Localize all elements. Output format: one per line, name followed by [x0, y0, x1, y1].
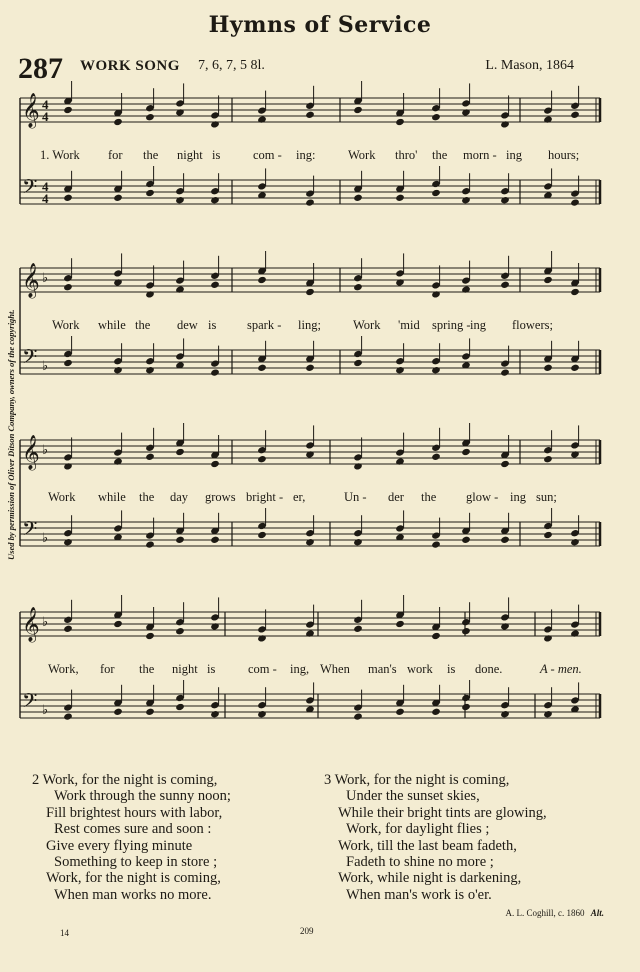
page-left-number: 14	[60, 928, 69, 938]
lyric-syllable: com -	[253, 148, 282, 162]
note-head	[461, 108, 471, 116]
time-signature: 4	[42, 179, 49, 194]
note-head	[500, 281, 510, 289]
note-head	[113, 194, 123, 202]
verse-3	[324, 772, 547, 903]
lyric-syllable: night	[172, 662, 198, 676]
lyric-syllable: hours;	[548, 148, 580, 162]
lyric-syllable: Work	[348, 148, 376, 162]
verse-line: While their bright tints are glowing,	[338, 804, 547, 821]
note-head	[175, 448, 185, 456]
treble-clef-icon: 𝄞	[22, 93, 40, 128]
lyric-syllable: Work,	[48, 662, 79, 676]
note-head	[570, 288, 580, 296]
note-head	[500, 536, 510, 544]
bass-clef-icon: 𝄢	[22, 689, 38, 717]
lyric-syllable: spring -	[432, 318, 471, 332]
lyric-syllable: the	[139, 490, 155, 504]
time-signature: 4	[42, 191, 49, 206]
note-head	[431, 366, 441, 374]
note-head	[210, 710, 220, 718]
note-head	[500, 622, 510, 630]
amen-text: A - men.	[540, 662, 582, 676]
bass-clef-icon: 𝄢	[22, 175, 38, 203]
verse-line: When man's work is o'er.	[346, 886, 492, 903]
note-head	[145, 540, 155, 548]
note-head	[175, 703, 185, 711]
note-head	[353, 194, 363, 202]
note-head	[353, 712, 363, 720]
note-head	[257, 276, 267, 284]
note-head	[113, 366, 123, 374]
lyric-syllable: the	[421, 490, 437, 504]
lyric-syllable: morn -	[463, 148, 497, 162]
lyric-syllable: is	[447, 662, 456, 676]
lyric-syllable: ling;	[298, 318, 321, 332]
note-head	[395, 194, 405, 202]
note-head	[175, 536, 185, 544]
note-head	[500, 120, 510, 128]
attribution-alt: Alt.	[590, 908, 604, 918]
verse-line: Rest comes sure and soon :	[54, 821, 212, 838]
note-head	[570, 364, 580, 372]
note-head	[461, 627, 471, 635]
bass-clef-icon: 𝄢	[22, 517, 38, 545]
lyric-syllable: grows	[205, 490, 236, 504]
attribution-author: A. L. Coghill, c. 1860	[505, 908, 585, 918]
note-head	[145, 453, 155, 461]
treble-clef-icon: 𝄞	[22, 607, 40, 642]
lyric-syllable: ing	[510, 490, 526, 504]
note-head	[63, 194, 73, 202]
copyright-note: Used by permission of Oliver Ditson Company, owners of the copyright.	[6, 309, 16, 560]
hymn-number: 287	[18, 52, 63, 85]
note-head	[395, 708, 405, 716]
note-head	[257, 634, 267, 642]
lyric-syllable: bright -	[246, 490, 284, 504]
lyric-syllable: is	[212, 148, 221, 162]
lyric-syllable: day	[170, 490, 189, 504]
lyric-syllable: while	[98, 490, 126, 504]
flat-icon: ♭	[42, 702, 49, 717]
note-head	[461, 703, 471, 711]
attribution	[505, 908, 604, 918]
note-head	[395, 457, 405, 465]
note-head	[113, 278, 123, 286]
note-head	[175, 627, 185, 635]
lyric-syllable: is	[207, 662, 216, 676]
note-head	[431, 632, 441, 640]
lyric-syllable: while	[98, 318, 126, 332]
verse-line: Something to keep in store ;	[54, 854, 218, 871]
note-head	[145, 189, 155, 197]
note-head	[431, 113, 441, 121]
lyric-syllable: com -	[248, 662, 277, 676]
treble-clef-icon: 𝄞	[22, 263, 40, 298]
lyric-syllable: der	[388, 490, 404, 504]
note-head	[570, 629, 580, 637]
note-head	[257, 364, 267, 372]
note-head	[461, 536, 471, 544]
note-head	[570, 198, 580, 206]
verse-line: Fill brightest hours with labor,	[46, 804, 223, 821]
note-head	[113, 457, 123, 465]
composer: L. Mason, 1864	[485, 58, 574, 73]
note-head	[175, 285, 185, 293]
lyric-syllable: done.	[475, 662, 503, 676]
verse-2	[32, 772, 231, 903]
note-head	[305, 111, 315, 119]
tune-name: WORK SONG	[80, 58, 180, 74]
lyric-syllable: the	[143, 148, 159, 162]
verse-line: Work, for daylight flies ;	[346, 821, 490, 838]
note-head	[500, 710, 510, 718]
note-head	[431, 708, 441, 716]
verse-line: Work through the sunny noon;	[54, 788, 231, 805]
lyric-syllable: Work	[353, 318, 381, 332]
verse-line: 3 Work, for the night is coming,	[324, 772, 510, 788]
flat-icon: ♭	[42, 442, 49, 457]
note-head	[461, 285, 471, 293]
note-head	[305, 288, 315, 296]
page-title: Hymns of Service	[208, 12, 432, 38]
lyric-syllable: work	[407, 662, 433, 676]
lyric-syllable: for	[100, 662, 115, 676]
note-head	[305, 364, 315, 372]
note-head	[210, 120, 220, 128]
note-head	[543, 115, 553, 123]
note-head	[210, 622, 220, 630]
note-head	[145, 632, 155, 640]
note-head	[431, 290, 441, 298]
verse-line: Fadeth to shine no more ;	[346, 854, 494, 871]
note-head	[210, 196, 220, 204]
page-number: 209	[300, 926, 314, 936]
note-head	[63, 106, 73, 114]
lyric-syllable: the	[135, 318, 151, 332]
note-head	[500, 368, 510, 376]
note-head	[305, 450, 315, 458]
lyric-syllable: thro'	[395, 148, 418, 162]
note-head	[570, 450, 580, 458]
note-head	[145, 708, 155, 716]
lyric-syllable: Work	[52, 318, 80, 332]
lyric-syllable: the	[432, 148, 448, 162]
verse-line: 2 Work, for the night is coming,	[32, 772, 218, 788]
lyric-syllable: spark -	[247, 318, 282, 332]
note-head	[353, 538, 363, 546]
treble-clef-icon: 𝄞	[22, 435, 40, 470]
verse-line: When man works no more.	[54, 886, 212, 903]
note-head	[353, 106, 363, 114]
verse-line: Under the sunset skies,	[346, 788, 480, 805]
note-head	[63, 462, 73, 470]
note-head	[431, 540, 441, 548]
flat-icon: ♭	[42, 270, 49, 285]
lyric-syllable: dew	[177, 318, 198, 332]
note-head	[257, 115, 267, 123]
note-head	[543, 531, 553, 539]
note-head	[145, 366, 155, 374]
lyric-syllable: night	[177, 148, 203, 162]
note-head	[353, 359, 363, 367]
note-head	[63, 359, 73, 367]
note-head	[570, 538, 580, 546]
note-head	[63, 712, 73, 720]
note-head	[175, 196, 185, 204]
lyric-syllable: When	[320, 662, 350, 676]
note-head	[210, 536, 220, 544]
note-head	[543, 710, 553, 718]
note-head	[210, 460, 220, 468]
note-head	[543, 364, 553, 372]
verse-line: Work, till the last beam fadeth,	[338, 837, 517, 854]
note-head	[257, 531, 267, 539]
lyric-syllable: ing:	[296, 148, 316, 162]
lyric-syllable: ing	[470, 318, 486, 332]
bass-clef-icon: 𝄢	[22, 345, 38, 373]
flat-icon: ♭	[42, 614, 49, 629]
lyric-syllable: for	[108, 148, 123, 162]
lyric-syllable: ing	[506, 148, 522, 162]
note-head	[257, 455, 267, 463]
lyric-syllable: flowers;	[512, 318, 553, 332]
lyric-syllable: 'mid	[398, 318, 420, 332]
note-head	[461, 448, 471, 456]
flat-icon: ♭	[42, 530, 49, 545]
note-head	[257, 710, 267, 718]
note-head	[500, 460, 510, 468]
lyric-syllable: ing,	[290, 662, 310, 676]
note-head	[353, 462, 363, 470]
lyric-syllable: Un -	[344, 490, 367, 504]
note-head	[395, 118, 405, 126]
note-head	[395, 620, 405, 628]
note-head	[543, 634, 553, 642]
note-head	[305, 198, 315, 206]
lyric-syllable: Work	[48, 490, 76, 504]
verse-line: Work, while night is darkening,	[338, 870, 522, 887]
note-head	[543, 455, 553, 463]
lyric-syllable: er,	[293, 490, 306, 504]
note-head	[570, 111, 580, 119]
note-head	[63, 625, 73, 633]
time-signature: 4	[42, 97, 49, 112]
note-head	[353, 625, 363, 633]
lyric-syllable: 1. Work	[40, 148, 80, 162]
note-head	[395, 278, 405, 286]
note-head	[543, 276, 553, 284]
note-head	[353, 283, 363, 291]
verse-line: Work, for the night is coming,	[46, 870, 221, 887]
note-head	[305, 629, 315, 637]
note-head	[175, 108, 185, 116]
note-head	[500, 196, 510, 204]
note-head	[305, 538, 315, 546]
note-head	[113, 118, 123, 126]
note-head	[63, 283, 73, 291]
note-head	[431, 189, 441, 197]
lyric-syllable: sun;	[536, 490, 557, 504]
time-signature: 4	[42, 109, 49, 124]
note-head	[210, 368, 220, 376]
note-head	[113, 620, 123, 628]
verse-line: Give every flying minute	[46, 837, 193, 854]
note-head	[431, 453, 441, 461]
note-head	[210, 281, 220, 289]
lyric-syllable: the	[139, 662, 155, 676]
note-head	[145, 113, 155, 121]
note-head	[113, 708, 123, 716]
lyric-syllable: glow -	[466, 490, 499, 504]
lyric-syllable: is	[208, 318, 217, 332]
flat-icon: ♭	[42, 358, 49, 373]
lyric-syllable: man's	[368, 662, 397, 676]
note-head	[145, 290, 155, 298]
note-head	[63, 538, 73, 546]
note-head	[395, 366, 405, 374]
meter: 7, 6, 7, 5 8l.	[198, 58, 265, 73]
note-head	[461, 196, 471, 204]
